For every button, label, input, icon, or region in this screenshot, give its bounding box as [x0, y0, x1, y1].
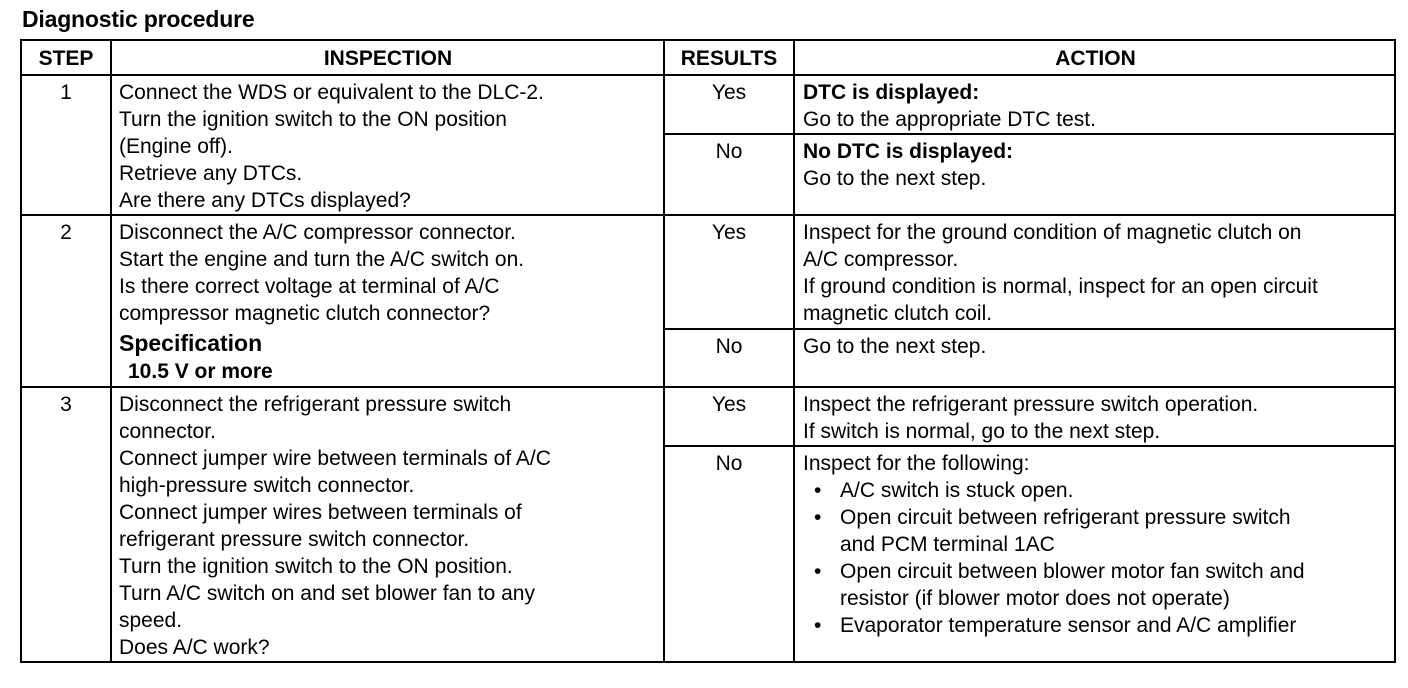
inspection-line: Is there correct voltage at terminal of A/C [119, 275, 500, 298]
bullet-line: • Open circuit between refrigerant pressure switch [840, 506, 1291, 530]
step-number: 1 [21, 75, 111, 215]
list-item [803, 558, 1388, 612]
result-cell: No [664, 134, 794, 215]
action-heading: No DTC is displayed: [803, 140, 1014, 164]
action-cell [794, 215, 1395, 329]
action-line: Inspect the refrigerant pressure switch operation. [803, 393, 1259, 416]
inspection-line: Does A/C work? [119, 636, 270, 659]
header-inspection: INSPECTION [111, 40, 664, 75]
result-cell: No [664, 446, 794, 662]
header-action: ACTION [794, 40, 1395, 75]
header-row [21, 40, 1395, 75]
page-title: Diagnostic procedure [22, 6, 255, 32]
inspection-line: high-pressure switch connector. [119, 474, 415, 497]
bullet-line: • Open circuit between blower motor fan switch and [840, 560, 1305, 584]
result-cell: Yes [664, 387, 794, 446]
action-cell [794, 387, 1395, 446]
inspection-line: (Engine off). [119, 135, 234, 158]
bullet-line: and PCM terminal 1AC [840, 533, 1055, 557]
inspection-line: refrigerant pressure switch connector. [119, 528, 470, 551]
inspection-line: Are there any DTCs displayed? [119, 189, 411, 212]
inspection-line: Disconnect the refrigerant pressure switch [119, 393, 512, 416]
inspection-cell [111, 387, 664, 662]
result-cell: No [664, 329, 794, 387]
inspection-cell [111, 215, 664, 387]
inspection-line: connector. [119, 420, 216, 443]
table-row [21, 387, 1395, 446]
inspection-line: Turn A/C switch on and set blower fan to any [119, 582, 535, 605]
list-item [803, 612, 1388, 639]
inspection-line: Turn the ignition switch to the ON position. [119, 555, 513, 578]
table-row [21, 215, 1395, 329]
header-step: STEP [21, 40, 111, 75]
action-line: Go to the next step. [803, 335, 987, 359]
result-cell: Yes [664, 75, 794, 134]
table-row [21, 75, 1395, 134]
action-cell [794, 446, 1395, 662]
specification-value: 10.5 V or more [128, 360, 273, 383]
step-number: 3 [21, 387, 111, 662]
action-line: magnetic clutch coil. [803, 302, 993, 325]
action-line: Inspect for the following: [803, 452, 1030, 476]
action-cell [794, 329, 1395, 387]
bullet-line: • Evaporator temperature sensor and A/C amplifier [840, 614, 1297, 638]
inspection-line: Connect jumper wire between terminals of A/C [119, 447, 551, 470]
inspection-line: compressor magnetic clutch connector? [119, 302, 491, 325]
inspection-line: Start the engine and turn the A/C switch on. [119, 248, 525, 271]
result-cell: Yes [664, 215, 794, 329]
inspection-line: Disconnect the A/C compressor connector. [119, 221, 516, 244]
action-cell [794, 134, 1395, 215]
specification-heading: Specification [119, 330, 263, 356]
inspection-bullet-list [803, 477, 1388, 639]
action-line: Go to the appropriate DTC test. [803, 108, 1096, 131]
header-results: RESULTS [664, 40, 794, 75]
inspection-line: Turn the ignition switch to the ON position [119, 108, 507, 131]
action-cell [794, 75, 1395, 134]
inspection-line: speed. [119, 609, 183, 632]
action-heading: DTC is displayed: [803, 81, 980, 104]
action-line: If ground condition is normal, inspect for an open circuit [803, 275, 1318, 298]
bullet-line: • A/C switch is stuck open. [840, 479, 1074, 503]
diagnostic-table [20, 39, 1396, 663]
action-line: Inspect for the ground condition of magnetic clutch on [803, 221, 1302, 244]
action-line: If switch is normal, go to the next step. [803, 420, 1161, 443]
step-number: 2 [21, 215, 111, 387]
action-line: A/C compressor. [803, 248, 959, 271]
inspection-line: Connect jumper wires between terminals of [119, 501, 522, 524]
action-line: Go to the next step. [803, 167, 987, 191]
bullet-line: resistor (if blower motor does not operate) [840, 587, 1230, 611]
list-item [803, 504, 1388, 558]
inspection-line: Retrieve any DTCs. [119, 162, 303, 185]
inspection-line: Connect the WDS or equivalent to the DLC-2. [119, 81, 544, 104]
list-item [803, 477, 1388, 504]
inspection-cell [111, 75, 664, 215]
